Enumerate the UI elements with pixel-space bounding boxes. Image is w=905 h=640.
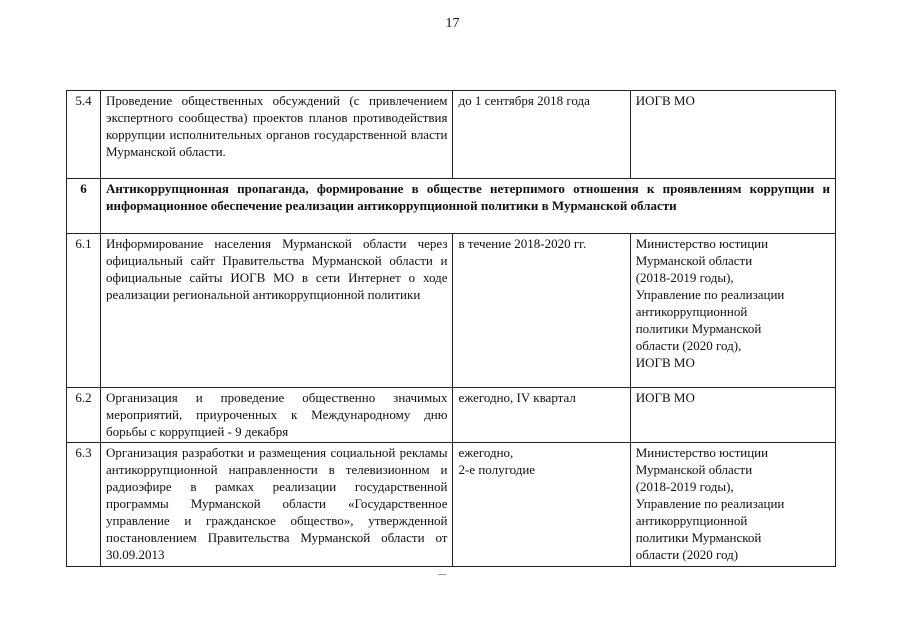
section-row [67,179,836,234]
responsible-cell: ИОГВ МО [630,388,835,443]
row-number: 5.4 [67,91,101,179]
table-row [67,234,836,388]
activity-cell: Проведение общественных обсуждений (с привлечением экспертного сообщества) проектов планов противодействия коррупции исполнительных органов государственной власти Мурманской области. [101,91,453,179]
responsible-cell: Министерство юстиции Мурманской области (2018-2019 годы), Управление по реализации антикоррупционной политики Мурманской области (2020 год) [630,443,835,567]
responsible-cell: ИОГВ МО [630,91,835,179]
responsible-cell: Министерство юстиции Мурманской области (2018-2019 годы), Управление по реализации антикоррупционной политики Мурманской области (2020 год), ИОГВ МО [630,234,835,388]
scan-mark [438,574,446,575]
activity-cell: Информирование населения Мурманской области через официальный сайт Правительства Мурманской области и официальные сайты ИОГВ МО в сети Интернет о ходе реализации региональной антикоррупционной политики [101,234,453,388]
deadline-cell: до 1 сентября 2018 года [453,91,630,179]
row-number: 6.3 [67,443,101,567]
page-number: 17 [445,16,460,31]
table-row [67,388,836,443]
activity-cell: Организация разработки и размещения социальной рекламы антикоррупционной направленности в телевизионном и радиоэфире в рамках реализации государственной программы Мурманской области «Государственное управление и гражданское общество», утвержденной постановлением Правительства Мурманской области от 30.09.2013 [101,443,453,567]
section-number: 6 [67,179,101,234]
activity-cell: Организация и проведение общественно значимых мероприятий, приуроченных к Международному дню борьбы с коррупцией - 9 декабря [101,388,453,443]
table-row [67,91,836,179]
table-row [67,443,836,567]
deadline-cell: ежегодно, IV квартал [453,388,630,443]
deadline-cell: ежегодно, 2-е полугодие [453,443,630,567]
row-number: 6.1 [67,234,101,388]
deadline-cell: в течение 2018-2020 гг. [453,234,630,388]
measures-table [66,90,836,567]
row-number: 6.2 [67,388,101,443]
section-title: Антикоррупционная пропаганда, формирование в обществе нетерпимого отношения к проявлениям коррупции и информационное обеспечение реализации антикоррупционной политики в Мурманской области [101,179,836,234]
